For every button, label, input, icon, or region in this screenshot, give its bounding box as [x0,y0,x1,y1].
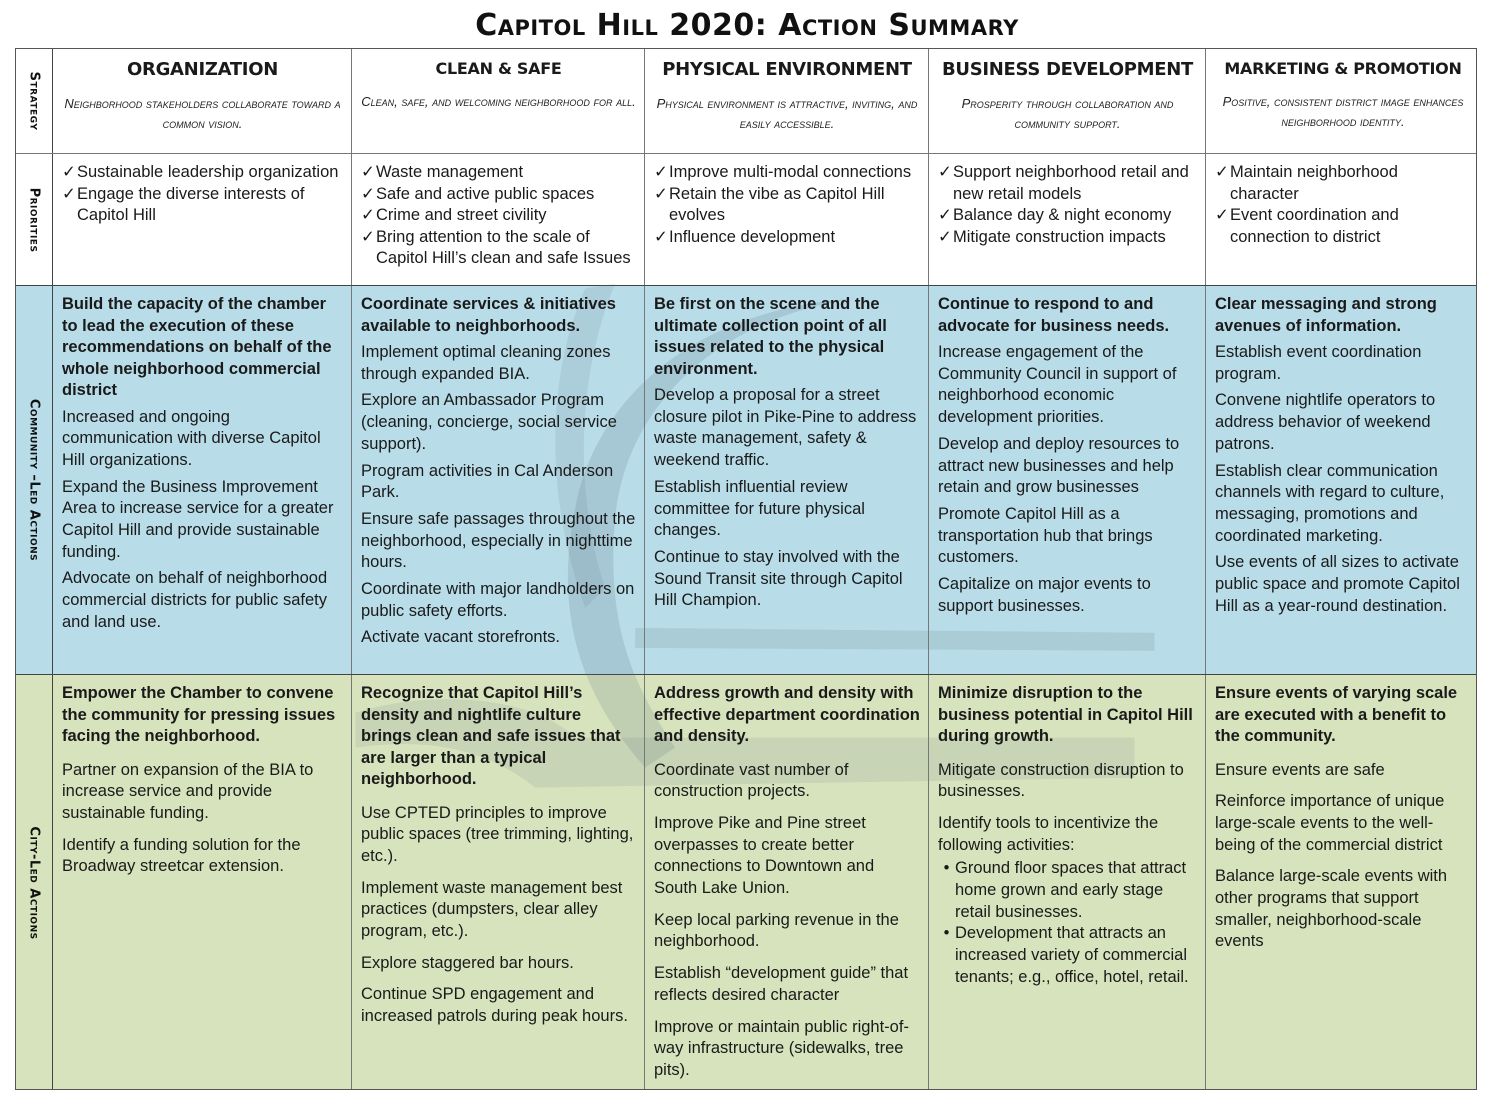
action-lead: Clear messaging and strong avenues of information. [1215,295,1437,335]
action-item: Partner on expansion of the BIA to increase service and provide sustainable funding. [62,760,314,822]
action-lead: Address growth and density with effective department coordination and density. [654,684,920,745]
check-icon: ✓ [938,163,952,181]
city-action-cell [645,675,929,1090]
row-label-text: Community –Led Actions [26,398,42,562]
action-item: Activate vacant storefronts. [361,628,561,647]
priority-text: Engage the diverse interests of Capitol Hill [77,184,305,224]
action-bullet [938,923,1197,988]
community-action-cell [1206,286,1477,674]
community-action-cell [352,286,645,674]
priority-item [361,205,636,227]
check-icon: ✓ [361,227,375,246]
priority-text: Support neighborhood retail and new retail models [953,163,1189,203]
community-action-cell [53,286,352,674]
action-item: Use events of all sizes to activate public space and promote Capitol Hill as a year-round destination. [1215,553,1460,615]
check-icon: ✓ [361,163,375,181]
priorities-list [361,162,636,270]
priority-text: Event coordination and connection to district [1230,206,1399,246]
column-heading: MARKETING & PROMOTION [1224,59,1462,78]
bullet-icon: • [943,859,950,878]
community-action-cell [645,286,929,674]
action-item: Develop a proposal for a street closure pilot in Pike-Pine to address waste management, safety & weekend traffic. [654,386,917,470]
action-item: Coordinate with major landholders on public safety efforts. [361,580,635,620]
priorities-list [62,162,343,227]
action-item: Convene nightlife operators to address behavior of weekend patrons. [1215,391,1436,453]
column-heading: PHYSICAL ENVIRONMENT [662,59,912,80]
action-item: Establish influential review committee for future physical changes. [654,477,865,540]
priorities-cell [1206,154,1477,285]
action-item: Coordinate vast number of construction projects. [654,760,849,801]
priority-text: Waste management [376,163,524,181]
priority-item [938,227,1197,249]
city-action-cell [352,675,645,1090]
action-item: Improve or maintain public right-of-way infrastructure (sidewalks, tree pits). [654,1017,909,1079]
action-lead: Build the capacity of the chamber to lead the execution of these recommendations on behalf of the whole neighborhood commercial district [62,295,332,399]
priorities-list [1215,162,1471,248]
action-lead: Continue to respond to and advocate for business needs. [938,295,1170,335]
row-label-text: Strategy [26,71,42,131]
priority-item [361,162,636,184]
priority-item [654,184,920,227]
action-item: Implement waste management best practices (dumpsters, clear alley program, etc.). [361,878,623,941]
action-item: Reinforce importance of unique large-scale events to the well-being of the commercial district [1215,792,1445,854]
row-label-text: City-Led Actions [26,826,42,940]
priority-text: Influence development [669,227,836,246]
action-bullet [938,858,1197,923]
action-bullet-list [938,858,1197,988]
column-tagline: Physical environment is attractive, inviting, and easily accessible. [656,96,918,131]
check-icon: ✓ [1215,163,1229,181]
action-item: Expand the Business Improvement Area to increase service for a greater Capitol Hill and provide sustainable funding. [62,477,334,561]
action-item: Establish clear communication channels with regard to culture, messaging, promotions and coordinated marketing. [1215,461,1445,545]
priority-text: Bring attention to the scale of Capitol Hill’s clean and safe Issues [376,227,631,267]
action-item: Use CPTED principles to improve public spaces (tree trimming, lighting, etc.). [361,803,634,865]
priority-item [1215,205,1471,248]
priority-text: Sustainable leadership organization [77,163,339,181]
priorities-cell [53,154,352,285]
column-heading: BUSINESS DEVELOPMENT [941,59,1194,80]
action-lead: Ensure events of varying scale are executed with a benefit to the community. [1215,684,1458,745]
page-title: Capitol Hill 2020: Action Summary [475,8,1019,43]
action-item: Ensure events are safe [1215,760,1385,779]
city-action-cell [929,675,1206,1090]
city-led-row [16,675,1476,1090]
action-item: Capitalize on major events to support businesses. [938,575,1151,615]
action-item: Implement optimal cleaning zones through expanded BIA. [361,343,611,383]
priority-text: Mitigate construction impacts [953,227,1166,246]
action-item: Identify tools to incentivize the following activities: [938,813,1159,854]
column-tagline: Clean, safe, and welcoming neighborhood for all. [361,94,636,109]
action-lead: Be first on the scene and the ultimate collection point of all issues related to the physical environment. [654,295,887,378]
action-item: Keep local parking revenue in the neighborhood. [654,910,899,951]
action-item: Explore staggered bar hours. [361,953,574,972]
priority-text: Retain the vibe as Capitol Hill evolves [669,184,885,224]
strategy-cell-business-development [929,49,1206,153]
strategy-row [16,49,1476,154]
action-item: Mitigate construction disruption to businesses. [938,760,1184,801]
action-item: Ensure safe passages throughout the neighborhood, especially in nighttime hours. [361,509,636,572]
action-item: Develop and deploy resources to attract new businesses and help retain and grow businesses [938,434,1180,497]
strategy-cell-marketing-promotion [1206,49,1477,153]
priorities-row [16,154,1476,286]
check-icon: ✓ [654,163,668,181]
column-heading: CLEAN & SAFE [435,59,562,78]
action-item: Promote Capitol Hill as a transportation hub that brings customers. [938,504,1153,567]
priority-text: Maintain neighborhood character [1230,163,1398,203]
priority-text: Safe and active public spaces [376,184,595,203]
row-label-text: Priorities [26,187,42,252]
row-label-community [16,286,53,674]
check-icon: ✓ [62,163,76,181]
action-lead: Minimize disruption to the business potential in Capitol Hill during growth. [938,684,1193,745]
priority-item [654,227,920,249]
priority-item [938,162,1197,205]
strategy-cell-organization [53,49,352,153]
action-summary-table [15,48,1477,1090]
column-tagline: Neighborhood stakeholders collaborate toward a common vision. [64,96,341,131]
city-action-cell [53,675,352,1090]
action-item: Increase engagement of the Community Council in support of neighborhood economic development priorities. [938,343,1177,427]
strategy-cell-clean-safe [352,49,645,153]
priority-item [361,184,636,206]
column-heading: ORGANIZATION [127,59,278,80]
check-icon: ✓ [654,227,668,246]
action-item: Increased and ongoing communication with diverse Capitol Hill organizations. [62,407,321,469]
action-lead: Recognize that Capitol Hill’s density and nightlife culture brings clean and safe issues that are larger than a typical neighborhood. [361,684,621,788]
action-item: Explore an Ambassador Program (cleaning, concierge, social service support). [361,391,617,453]
row-label-city [16,675,53,1090]
row-label-priorities [16,154,53,285]
check-icon: ✓ [361,184,375,203]
city-action-cell [1206,675,1477,1090]
action-item: Identify a funding solution for the Broadway streetcar extension. [62,835,301,876]
bullet-icon: • [943,924,950,943]
column-tagline: Prosperity through collaboration and community support. [961,96,1174,131]
action-item: Continue SPD engagement and increased patrols during peak hours. [361,985,628,1026]
action-item: Improve Pike and Pine street overpasses to create better connections to Downtown and South Lake Union. [654,813,875,898]
check-icon: ✓ [654,184,668,203]
priority-item [361,227,636,270]
column-tagline: Positive, consistent district image enhances neighborhood identity. [1222,94,1464,129]
priorities-list [654,162,920,248]
priorities-list [938,162,1197,248]
action-item: Advocate on behalf of neighborhood commercial districts for public safety and land use. [62,569,328,631]
action-item: Program activities in Cal Anderson Park. [361,461,614,502]
check-icon: ✓ [938,206,952,224]
check-icon: ✓ [1215,206,1229,224]
action-item: Establish event coordination program. [1215,343,1422,383]
action-item: Establish “development guide” that reflects desired character [654,964,909,1004]
priority-item [62,162,343,184]
row-label-strategy [16,49,53,153]
check-icon: ✓ [361,206,375,224]
priority-text: Improve multi-modal connections [669,163,912,181]
bullet-text: Ground floor spaces that attract home grown and early stage retail businesses. [955,859,1187,921]
priority-text: Balance day & night economy [953,206,1172,224]
bullet-text: Development that attracts an increased variety of commercial tenants; e.g., office, hotel, retail. [955,924,1189,986]
priorities-cell [645,154,929,285]
priority-item [62,184,343,227]
priorities-cell [929,154,1206,285]
check-icon: ✓ [62,184,76,203]
priority-text: Crime and street civility [376,206,547,224]
priority-item [654,162,920,184]
community-led-row [16,286,1476,675]
action-item: Continue to stay involved with the Sound Transit site through Capitol Hill Champion. [654,547,903,610]
priorities-cell [352,154,645,285]
community-action-cell [929,286,1206,674]
priority-item [1215,162,1471,205]
strategy-cell-physical-environment [645,49,929,153]
check-icon: ✓ [938,227,952,246]
priority-item [938,205,1197,227]
action-item: Balance large-scale events with other programs that support smaller, neighborhood-scale events [1215,867,1448,951]
action-lead: Empower the Chamber to convene the community for pressing issues facing the neighborhood. [62,684,336,745]
action-lead: Coordinate services & initiatives available to neighborhoods. [361,295,616,335]
